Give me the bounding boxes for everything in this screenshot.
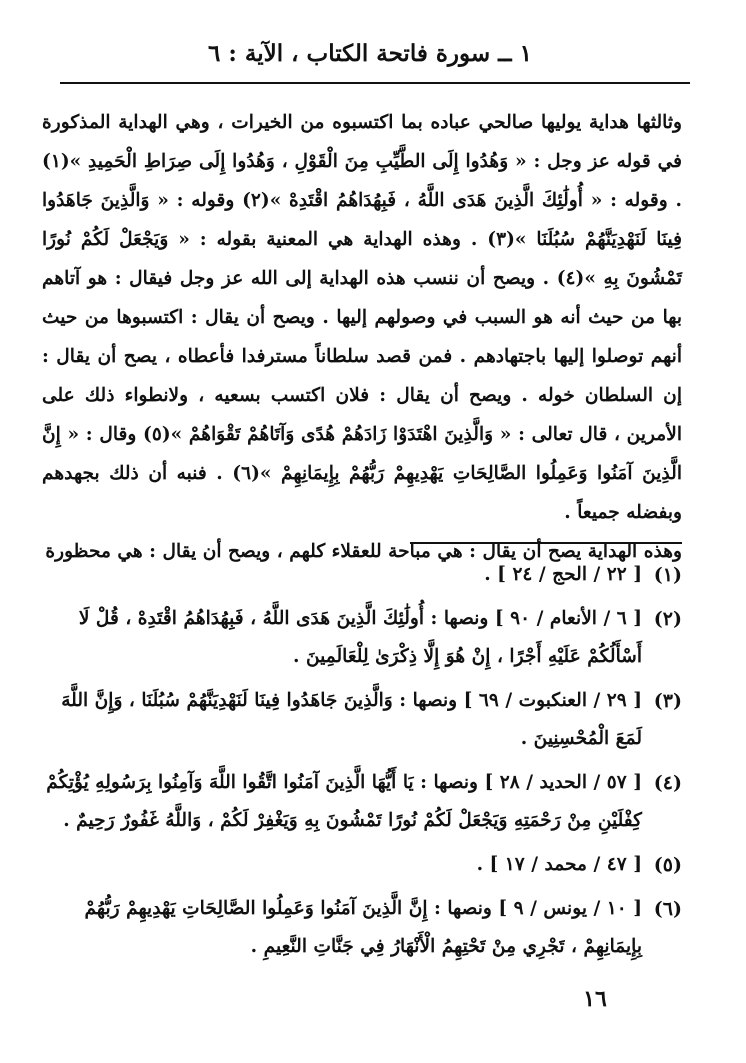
footnote-4 <box>42 764 682 840</box>
footnote-2 <box>42 600 682 676</box>
footnote-5 <box>42 846 682 884</box>
footnotes <box>42 556 682 972</box>
footnote-text: [ ١٠ / يونس / ٩ ] ونصها : إِنَّ الَّذِينَ آمَنُوا وَعَمِلُوا الصَّالِحَاتِ يَهْدِيهِمْ رَبُّهُمْ بِإِيمَانِهِمْ ، تَجْرِي مِنْ تَحْتِهِمُ الْأَنْهَارُ فِي جَنَّاتِ النَّعِيمِ . <box>84 898 642 957</box>
footnote-3 <box>42 682 682 758</box>
footnote-number: (٦) <box>653 898 682 920</box>
footnote-number: (٢) <box>653 608 682 630</box>
main-text <box>42 103 682 571</box>
footnote-text: [ ٥٧ / الحديد / ٢٨ ] ونصها : يَا أَيُّهَا الَّذِينَ آمَنُوا اتَّقُوا اللَّهَ وَآمِنُوا بِرَسُولِهِ يُؤْتِكُمْ كِفْلَيْنِ مِنْ رَحْمَتِهِ وَيَجْعَلْ لَكُمْ نُورًا تَمْشُونَ بِهِ وَيَغْفِرْ لَكُمْ ، وَاللَّهُ غَفُورٌ رَحِيمٌ . <box>46 772 642 831</box>
footnote-6 <box>42 890 682 966</box>
paragraph-2: وهذه الهداية يصح أن يقال : هي مباحة للعقلاء كلهم ، ويصح أن يقال : هي محظورة <box>45 541 682 562</box>
footnote-text: [ ٦ / الأنعام / ٩٠ ] ونصها : أُولَٰئِكَ الَّذِينَ هَدَى اللَّهُ ، فَبِهُدَاهُمُ اقْتَدِهْ ، قُلْ لَا أَسْأَلُكُمْ عَلَيْهِ أَجْرًا ، إِنْ هُوَ إِلَّا ذِكْرَىٰ لِلْعَالَمِينَ . <box>78 608 642 667</box>
footnote-number: (١) <box>653 564 682 586</box>
paragraph-1: وثالثها هداية يوليها صالحي عباده بما اكتسبوه من الخيرات ، وهي الهداية المذكورة في قوله عز وجل : « وَهُدُوا إِلَى الطَّيِّبِ مِنَ الْقَوْلِ ، وَهُدُوا إِلَى صِرَاطِ الْحَمِيدِ »(١) . وقوله : « أُولَٰئِكَ الَّذِينَ هَدَى اللَّهُ ، فَبِهُدَاهُمُ اقْتَدِهْ »(٢) وقوله : « وَالَّذِينَ جَاهَدُوا فِينَا لَنَهْدِيَنَّهُمْ سُبُلَنَا »(٣) . وهذه الهداية هي المعنية بقوله : « وَيَجْعَلْ لَكُمْ نُورًا تَمْشُونَ بِهِ »(٤) . ويصح أن ننسب هذه الهداية إلى الله عز وجل فيقال : هو آتاهم بها من حيث أنه هو السبب في وصولهم إليها . ويصح أن يقال : اكتسبوها من حيث أنهم توصلوا إليها باجتهادهم . فمن قصد سلطاناً مسترفدا فأعطاه ، يصح أن يقال : إن السلطان خوله . ويصح أن يقال : فلان اكتسب بسعيه ، ولانطواء ذلك على الأمرين ، قال تعالى : « وَالَّذِينَ اهْتَدَوْا زَادَهُمْ هُدًى وَآتَاهُمْ تَقْوَاهُمْ »(٥) وقال : « إِنَّ الَّذِينَ آمَنُوا وَعَمِلُوا الصَّالِحَاتِ يَهْدِيهِمْ رَبُّهُمْ بِإِيمَانِهِمْ »(٦) . فنبه أن ذلك بجهدهم وبفضله جميعاً . <box>42 112 683 523</box>
footnote-1 <box>42 556 682 594</box>
header-rule <box>60 82 690 84</box>
footnote-text: [ ٢٩ / العنكبوت / ٦٩ ] ونصها : وَالَّذِينَ جَاهَدُوا فِينَا لَنَهْدِيَنَّهُمْ سُبُلَنَا ، وَإِنَّ اللَّهَ لَمَعَ الْمُحْسِنِينَ . <box>61 690 642 749</box>
footnote-text: [ ٢٢ / الحج / ٢٤ ] . <box>484 564 642 585</box>
page-number: ١٦ <box>583 986 607 1012</box>
footnote-number: (٤) <box>653 772 682 794</box>
footnote-text: [ ٤٧ / محمد / ١٧ ] . <box>476 854 642 875</box>
footnote-number: (٣) <box>653 690 682 712</box>
running-header: ١ ــ سورة فاتحة الكتاب ، الآية : ٦ <box>208 40 532 67</box>
footnote-rule <box>410 542 682 544</box>
footnote-number: (٥) <box>653 854 682 876</box>
